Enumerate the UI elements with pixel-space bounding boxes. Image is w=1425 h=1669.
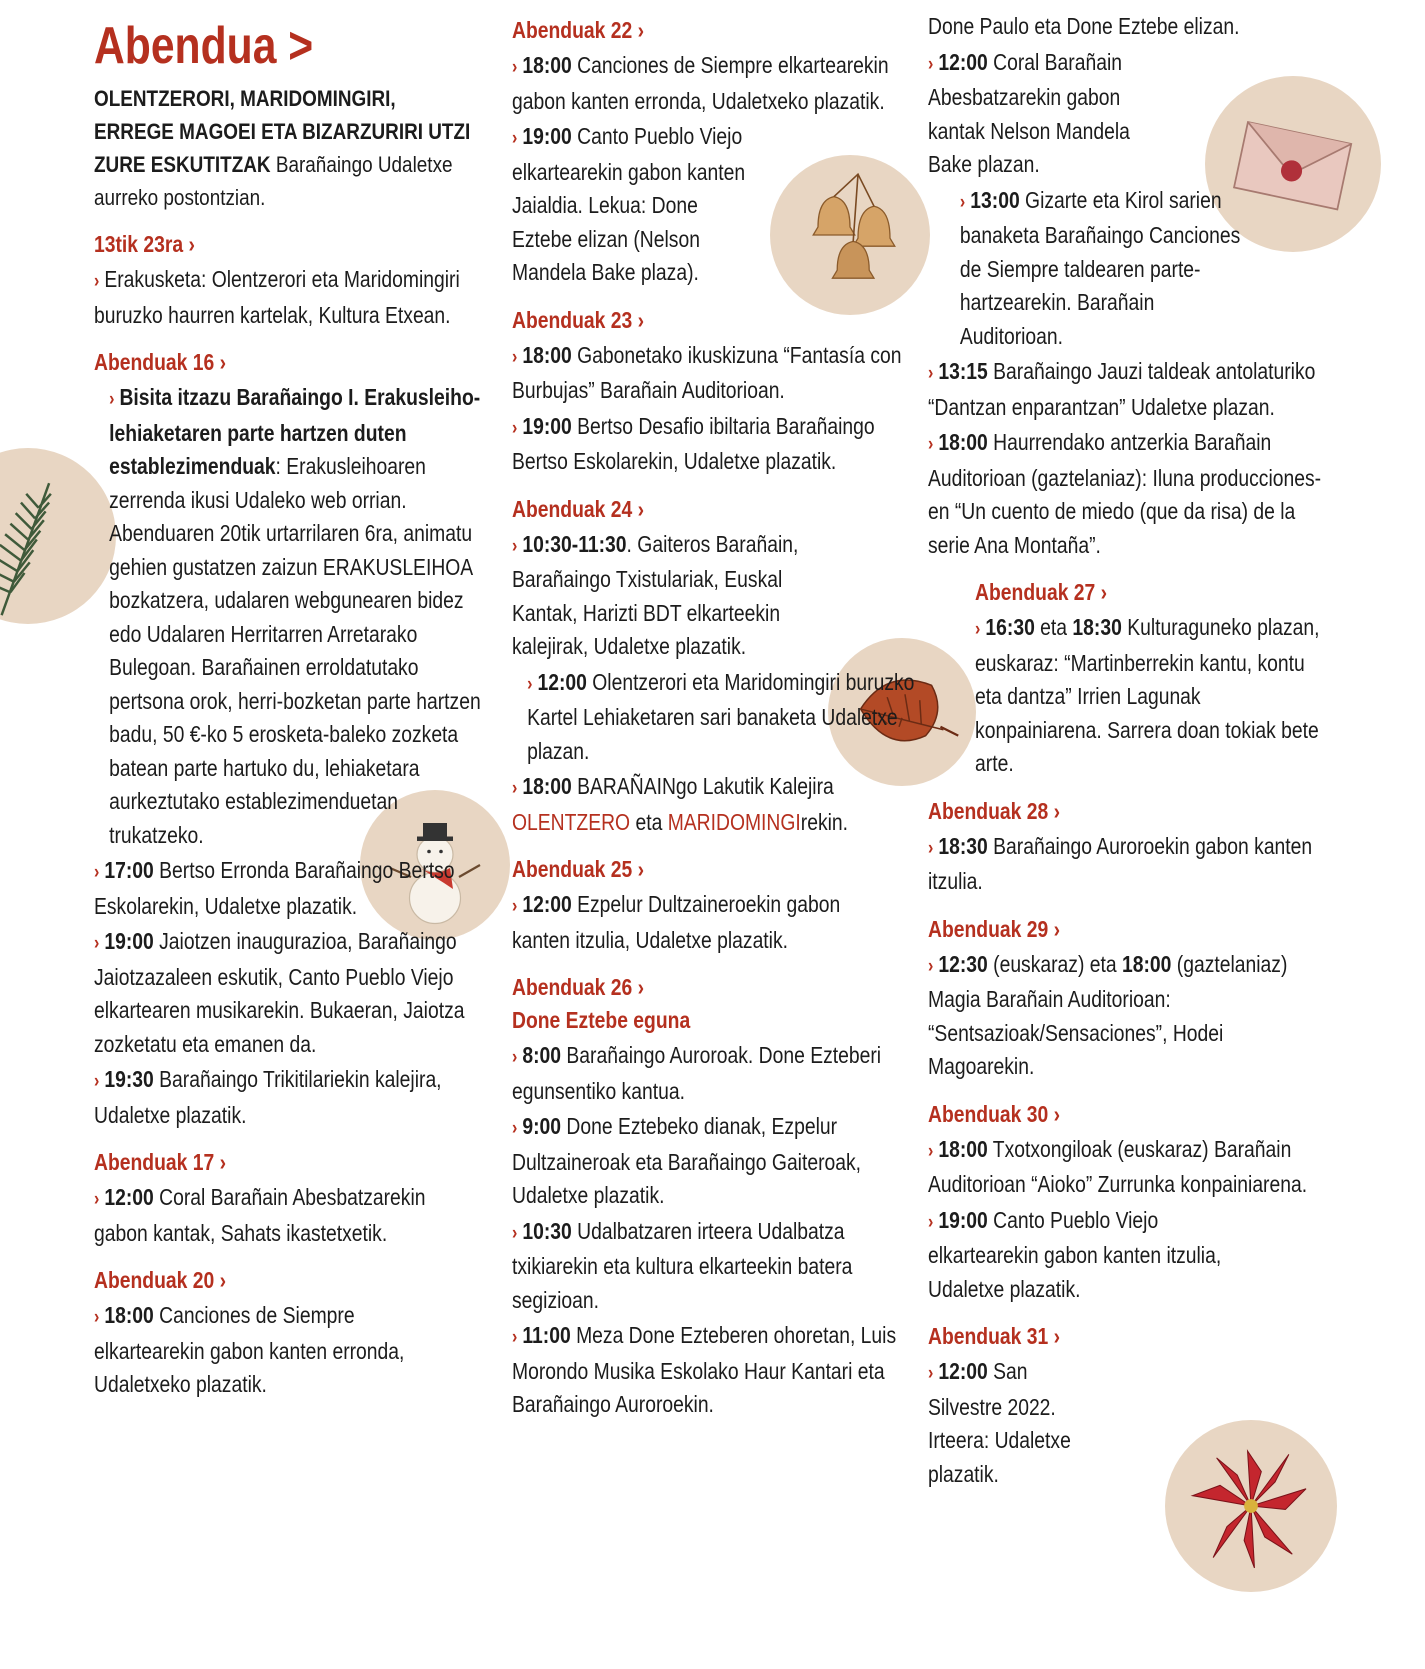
page-title: Abendua > <box>94 17 314 75</box>
event-item: › 19:00 Jaiotzen inaugurazioa, Barañaingo Jaiotzazaleen eskutik, Canto Pueblo Viejo elkartearen musikarekin. Bukaeran, Jaiotza zozketatu eta emanen da. <box>94 928 465 1057</box>
event-item: › 12:00 Coral Barañain Abesbatzarekin gabon kantak Nelson Mandela Bake plazan. <box>928 48 1130 177</box>
event-item: › 12:00 San Silvestre 2022. Irteera: Udaletxe plazatik. <box>928 1358 1071 1487</box>
event-item: › 12:00 Olentzerori eta Maridomingiri buruzko Kartel Lehiaketaren sari banaketa Udaletxe plazan. <box>527 668 915 764</box>
event-item: › 9:00 Done Eztebeko dianak, Ezpelur Dultzaineroak eta Barañaingo Gaiteroak, Udaletxe plazatik. <box>512 1113 862 1208</box>
day-heading: Abenduak 22 › <box>512 17 645 43</box>
event-item: › 12:00 Ezpelur Dultzaineroekin gabon kanten itzulia, Udaletxe plazatik. <box>512 891 841 953</box>
day-heading: Abenduak 24 › <box>512 495 645 522</box>
event-item: › 13:15 Barañaingo Jauzi taldeak antolaturiko “Dantzan enparantzan” Udaletxe plazan. <box>928 358 1316 420</box>
day-heading: Abenduak 28 › <box>928 797 1061 824</box>
day-heading: Abenduak 26 › <box>512 974 645 1000</box>
event-item: › 19:00 Canto Pueblo Viejo elkartearekin gabon kanten Jaialdia. Lekua: Done Eztebe elizan (Nelson Mandela Bake plaza). <box>512 123 746 285</box>
event-item: › 18:30 Barañaingo Auroroekin gabon kanten itzulia. <box>928 832 1313 894</box>
day-heading: Abenduak 20 › <box>94 1267 227 1293</box>
event-item: › 13:00 Gizarte eta Kirol sarien banaketa Barañaingo Canciones de Siempre taldearen parte-hartzearekin. Barañain Auditorioan. <box>959 186 1241 349</box>
event-continuation: Done Paulo eta Done Eztebe elizan. <box>928 13 1240 39</box>
day-heading: Abenduak 25 › <box>512 856 645 882</box>
event-item: › 10:30-11:30. Gaiteros Barañain, Barañaingo Txistulariak, Euskal Kantak, Harizti BDT elkarteekin kalejirak, Udaletxe plazatik. <box>512 530 799 659</box>
day-heading: Abenduak 31 › <box>928 1323 1061 1349</box>
event-item: › 18:00 Txotxongiloak (euskaraz) Barañain Auditorioan “Aioko” Zurrunka konpainiarena. <box>928 1135 1308 1197</box>
day-heading: Abenduak 30 › <box>928 1100 1061 1127</box>
event-item: › 18:00 Haurrendako antzerkia Barañain Auditorioan (gaztelaniaz): Iluna producciones-en “Un cuento de miedo (que da risa) de la serie Ana Montaña”. <box>928 429 1322 558</box>
event-item: › 10:30 Udalbatzaren irteera Udalbatza txikiarekin eta kultura elkarteekin batera segizioan. <box>512 1217 853 1313</box>
event-item: › 11:00 Meza Done Ezteberen ohoretan, Luis Morondo Musika Eskolako Haur Kantari eta Barañaingo Auroroekin. <box>512 1322 897 1417</box>
event-item: › 18:00 Canciones de Siempre elkartearekin gabon kanten erronda, Udaletxeko plazatik. <box>512 52 889 114</box>
day-subheading: Done Eztebe eguna <box>512 1007 691 1033</box>
day-heading: 13tik 23ra › <box>94 231 195 257</box>
day-heading: Abenduak 17 › <box>94 1149 227 1175</box>
day-heading: Abenduak 27 › <box>975 579 1108 605</box>
event-item: › 12:30 (euskaraz) eta 18:00 (gaztelaniaz) Magia Barañain Auditorioan: “Sentsazioak/Sensaciones”, Hodei Magoarekin. <box>928 950 1288 1079</box>
day-heading: Abenduak 23 › <box>512 306 645 333</box>
event-item: › 18:00 Canciones de Siempre elkartearekin gabon kanten erronda, Udaletxeko plazatik. <box>94 1302 405 1397</box>
day-heading: Abenduak 29 › <box>928 915 1061 942</box>
event-item: › 16:30 eta 18:30 Kulturaguneko plazan, euskaraz: “Martinberrekin kantu, kontu eta dantza” Irrien Lagunak konpainiarena. Sarrera doan tokiak bete arte. <box>975 614 1320 776</box>
event-item: › 8:00 Barañaingo Auroroak. Done Ezteberi egunsentiko kantua. <box>512 1042 882 1104</box>
event-item: › 17:00 Bertso Erronda Barañaingo Bertso Eskolarekin, Udaletxe plazatik. <box>94 857 455 919</box>
day-heading: Abenduak 16 › <box>94 349 227 375</box>
column-2 <box>512 10 915 1422</box>
event-item: › Bisita itzazu Barañaingo I. Erakusleiho-lehiaketaren parte hartzen duten establezimenduak: Erakusleihoaren zerrenda ikusi Udaleko web orrian. Abenduaren 20tik urtarrilaren 6ra, animatu gehien gustatzen zaizun ERAKUSLEIHOA bozkatzera, udalaren webgunearen bidez edo Udalaren Herritarren Arretarako Bulegoan. Barañainen erroldatutako pertsona orok, herri-bozketan parte hartzen badu, 50 €-ko 5 erosketa-baleko zozketa batean parte hartuko du, lehiaketara aurkeztutako establezimenduetan trukatzeko. <box>109 384 481 848</box>
event-item: › 19:00 Bertso Desafio ibiltaria Barañaingo Bertso Eskolarekin, Udaletxe plazatik. <box>512 412 875 474</box>
event-item: › 18:00 BARAÑAINgo Lakutik Kalejira OLENTZERO eta MARIDOMINGIrekin. <box>512 773 849 835</box>
event-item: › Erakusketa: Olentzerori eta Maridomingiri buruzko haurren kartelak, Kultura Etxean. <box>94 266 460 328</box>
event-item: › 19:30 Barañaingo Trikitilariekin kalejira, Udaletxe plazatik. <box>94 1066 442 1128</box>
intro-text: OLENTZERORI, MARIDOMINGIRI, ERREGE MAGOEI ETA BIZARZURIRI UTZI ZURE ESKUTITZAK Barañaingo Udaletxe aurreko postontzian. <box>94 86 471 210</box>
column-3 <box>928 10 1328 1491</box>
event-item: › 18:00 Gabonetako ikuskizuna “Fantasía con Burbujas” Barañain Auditorioan. <box>512 341 902 403</box>
column-1 <box>94 0 481 1402</box>
event-item: › 19:00 Canto Pueblo Viejo elkartearekin gabon kanten itzulia, Udaletxe plazatik. <box>928 1206 1222 1302</box>
event-item: › 12:00 Coral Barañain Abesbatzarekin gabon kantak, Sahats ikastetxetik. <box>94 1184 426 1246</box>
